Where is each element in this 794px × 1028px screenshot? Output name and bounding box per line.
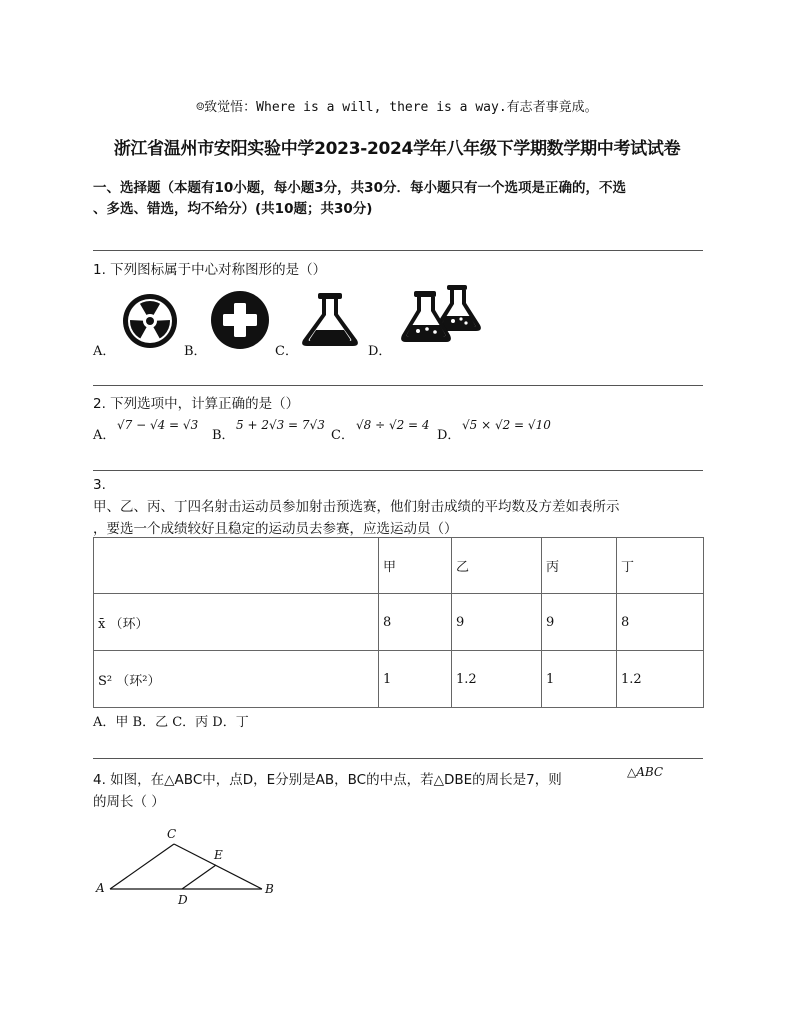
triangle-figure	[90, 822, 290, 916]
vertex-b-label: B	[265, 882, 274, 896]
section-heading-line1: 一、选择题（本题有10小题，每小题3分，共30分．每小题只有一个选项是正确的，不选	[93, 180, 626, 196]
motto: ☺致觉悟：Where is a will, there is a way.有志者事竟成。	[196, 100, 598, 115]
q1-option-d-label: D．	[368, 344, 392, 359]
q2-option-b-expression: 5 + 2√3 = 7√3	[236, 418, 325, 432]
table-row	[94, 594, 704, 651]
medical-cross-icon	[210, 290, 270, 350]
flask-icon	[299, 292, 361, 348]
table-cell: 9	[542, 594, 617, 651]
q2-option-b-label: B．	[212, 428, 235, 443]
table-cell: 8	[617, 594, 704, 651]
section-heading-line2: 、多选、错选，均不给分）(共10题；共30分)	[93, 201, 373, 217]
table-cell: 8	[379, 594, 452, 651]
table-cell: 1	[542, 651, 617, 708]
table-cell: 1.2	[452, 651, 542, 708]
q2-option-c-expression: √8 ÷ √2 = 4	[356, 418, 430, 432]
table-header-ding: 丁	[617, 538, 704, 594]
table-header-jia: 甲	[379, 538, 452, 594]
two-flasks-icon	[400, 283, 492, 345]
table-cell: 9	[452, 594, 542, 651]
question-4-stem-line1: 4. 如图，在△ABC中，点D，E分别是AB，BC的中点，若△DBE的周长是7，则	[93, 772, 562, 788]
q1-option-b-label: B．	[184, 344, 207, 359]
q2-option-a-label: A．	[93, 428, 116, 443]
q2-option-c-label: C．	[331, 428, 354, 443]
vertex-a-label: A	[96, 881, 105, 895]
table-header-yi: 乙	[452, 538, 542, 594]
table-header-bing: 丙	[542, 538, 617, 594]
radiation-icon	[122, 293, 178, 349]
question-3-number: 3.	[93, 477, 106, 493]
stats-table	[93, 537, 704, 708]
question-3-stem-line2: ，要选一个成绩较好且稳定的运动员去参赛，应选运动员（）	[93, 521, 458, 537]
divider	[93, 385, 703, 386]
question-1-stem: 1. 下列图标属于中心对称图形的是（）	[93, 262, 327, 278]
row-label-variance: S² （环²）	[94, 651, 379, 708]
q1-option-a-label: A．	[93, 344, 116, 359]
q1-option-c-label: C．	[275, 344, 298, 359]
table-cell: 1	[379, 651, 452, 708]
table-header-row	[94, 538, 704, 594]
question-3-options: A．甲 B．乙 C．丙 D．丁	[93, 715, 249, 730]
question-4-stem-line2: 的周长（ ）	[93, 794, 165, 810]
row-label-mean: x̄ （环）	[94, 594, 379, 651]
q2-option-a-expression: √7 − √4 = √3	[117, 418, 199, 432]
section-heading	[93, 178, 703, 220]
question-3-stem-line1: 甲、乙、丙、丁四名射击运动员参加射击预选赛，他们射击成绩的平均数及方差如表所示	[93, 499, 620, 515]
point-d-label: D	[178, 893, 188, 907]
table-cell: 1.2	[617, 651, 704, 708]
q2-option-d-expression: √5 × √2 = √10	[462, 418, 551, 432]
q2-option-d-label: D．	[437, 428, 461, 443]
divider	[93, 250, 703, 251]
question-2-stem: 2. 下列选项中，计算正确的是（）	[93, 396, 300, 412]
page-title: 浙江省温州市安阳实验中学2023-2024学年八年级下学期数学期中考试试卷	[113, 139, 681, 159]
divider	[93, 470, 703, 471]
vertex-c-label: C	[167, 827, 177, 841]
table-cell	[94, 538, 379, 594]
divider	[93, 758, 703, 759]
point-e-label: E	[214, 848, 223, 862]
table-row	[94, 651, 704, 708]
question-4-triangle-abc: △ABC	[627, 765, 664, 779]
